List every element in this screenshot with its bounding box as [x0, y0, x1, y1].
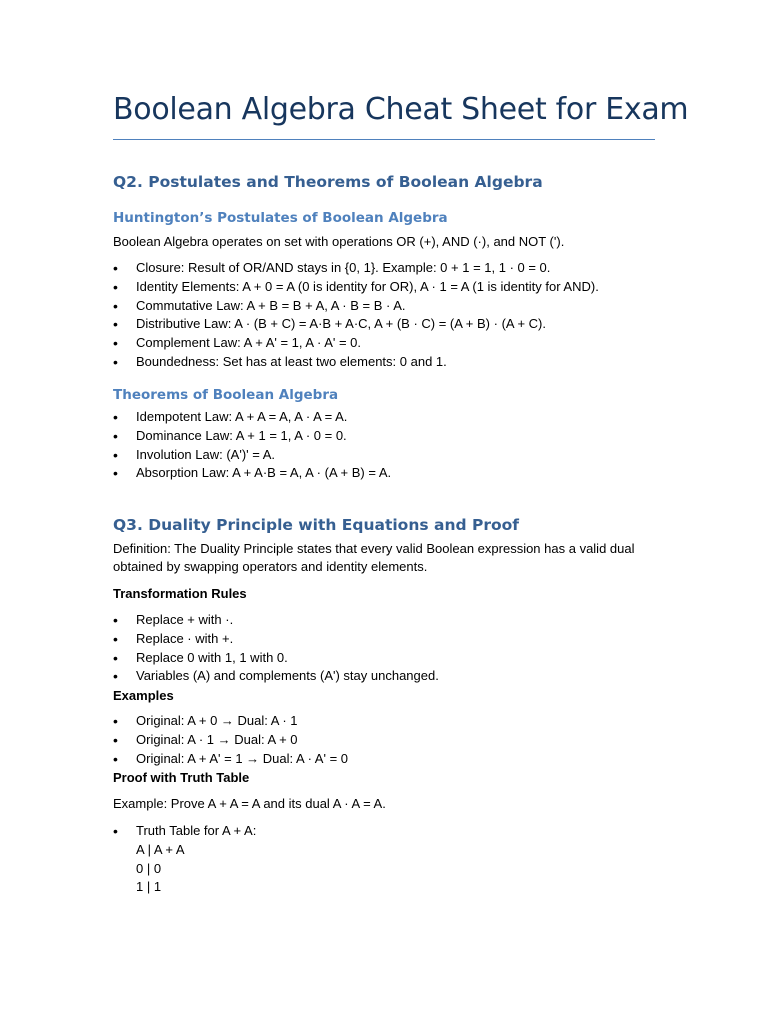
- truth-table-header: A | A + A: [136, 841, 185, 857]
- title-underline: [113, 139, 655, 140]
- theorems-list: [113, 408, 673, 483]
- proof-heading: Proof with Truth Table: [113, 770, 250, 785]
- document-title: Boolean Algebra Cheat Sheet for Exam: [113, 92, 689, 127]
- proof-intro: Example: Prove A + A = A and its dual A · A = A.: [113, 796, 386, 811]
- list-item: • Boundedness: Set has at least two elements: 0 and 1.: [113, 353, 673, 372]
- list-item: • Original: A + A' = 1 → Dual: A · A' = 0: [113, 750, 673, 769]
- q2-heading: Q2. Postulates and Theorems of Boolean Algebra: [113, 173, 543, 191]
- q3-heading: Q3. Duality Principle with Equations and Proof: [113, 516, 520, 534]
- list-item: • Replace + with ·.: [113, 611, 673, 630]
- list-item: • Variables (A) and complements (A') stay unchanged.: [113, 667, 673, 686]
- truth-table-list: [113, 822, 673, 897]
- truth-table-label: • Truth Table for A + A:: [136, 823, 257, 838]
- list-item: • Dominance Law: A + 1 = 1, A · 0 = 0.: [113, 427, 673, 446]
- list-item: • Original: A + 0 → Dual: A · 1: [113, 712, 673, 731]
- rules-list: [113, 611, 673, 686]
- q3-definition: Definition: The Duality Principle states that every valid Boolean expression has a valid dual obtained by swapping operators and identity elements.: [113, 541, 635, 574]
- list-item: • Commutative Law: A + B = B + A, A · B = B · A.: [113, 297, 673, 316]
- rules-heading: Transformation Rules: [113, 586, 247, 601]
- list-item: • Closure: Result of OR/AND stays in {0, 1}. Example: 0 + 1 = 1, 1 · 0 = 0.: [113, 259, 673, 278]
- list-item: • Replace 0 with 1, 1 with 0.: [113, 649, 673, 668]
- list-item: • Idempotent Law: A + A = A, A · A = A.: [113, 408, 673, 427]
- list-item: • Identity Elements: A + 0 = A (0 is identity for OR), A · 1 = A (1 is identity for AND).: [113, 278, 673, 297]
- list-item: • Involution Law: (A')' = A.: [113, 446, 673, 465]
- truth-table-item: [113, 822, 673, 897]
- postulates-list: [113, 259, 673, 372]
- examples-list: [113, 712, 673, 768]
- list-item: • Original: A · 1 → Dual: A + 0: [113, 731, 673, 750]
- list-item: • Distributive Law: A · (B + C) = A·B + A·C, A + (B · C) = (A + B) · (A + C).: [113, 315, 673, 334]
- truth-table-row: 0 | 0: [136, 860, 162, 876]
- examples-heading: Examples: [113, 688, 174, 703]
- huntington-heading: Huntington’s Postulates of Boolean Algebra: [113, 210, 448, 226]
- list-item: • Complement Law: A + A' = 1, A · A' = 0.: [113, 334, 673, 353]
- list-item: • Replace · with +.: [113, 630, 673, 649]
- list-item: • Absorption Law: A + A·B = A, A · (A + B) = A.: [113, 464, 673, 483]
- theorems-heading: Theorems of Boolean Algebra: [113, 387, 339, 403]
- truth-table-row: 1 | 1: [136, 879, 162, 895]
- q2-intro: Boolean Algebra operates on set with operations OR (+), AND (·), and NOT (').: [113, 234, 565, 249]
